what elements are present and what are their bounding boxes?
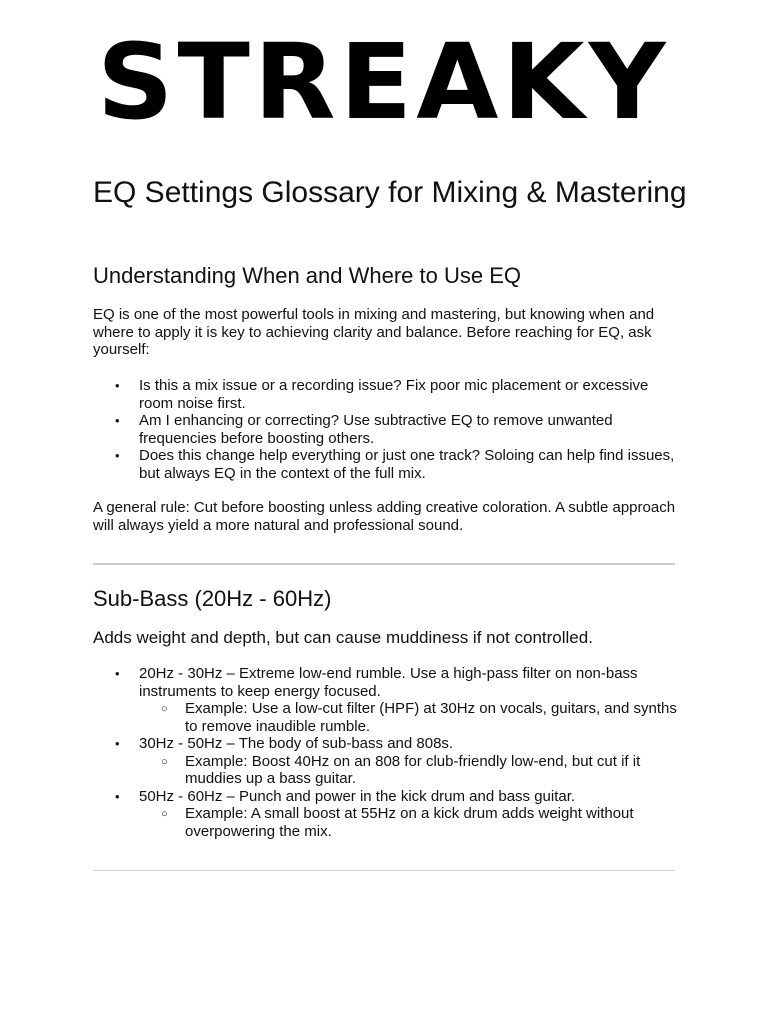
list-item <box>93 788 683 841</box>
list-item <box>93 665 683 735</box>
list-item <box>93 735 683 788</box>
list-item-text: Is this a mix issue or a recording issue? Fix poor mic placement or excessive room noise first. <box>139 377 649 412</box>
list-item <box>93 412 683 447</box>
list-item-text: Am I enhancing or correcting? Use subtractive EQ to remove unwanted frequencies before boosting others. <box>139 412 613 447</box>
circle-bullet-icon: ○ <box>161 703 168 715</box>
streaky-logo: STREAKY <box>97 21 670 143</box>
list-item <box>93 377 683 412</box>
bullet-icon: • <box>115 666 120 681</box>
general-rule-paragraph: A general rule: Cut before boosting unless adding creative coloration. A subtle approach will always yield a more natural and professional sound. <box>93 499 676 534</box>
list-item-text: 30Hz - 50Hz – The body of sub-bass and 808s. <box>139 735 454 752</box>
intro-paragraph: EQ is one of the most powerful tools in mixing and mastering, but knowing when and where to apply it is key to achieving clarity and balance. Before reaching for EQ, ask yourself: <box>93 306 655 358</box>
bullet-icon: • <box>115 788 120 804</box>
section-heading-eq-usage: Understanding When and Where to Use EQ <box>93 263 522 288</box>
frequency-list <box>93 665 683 840</box>
sub-bass-lead: Adds weight and depth, but can cause muddiness if not controlled. <box>93 628 593 647</box>
bullet-icon: • <box>115 736 120 751</box>
list-item-text: 50Hz - 60Hz – Punch and power in the kick drum and bass guitar. <box>139 787 576 805</box>
section-divider <box>93 563 675 565</box>
list-item-text: Does this change help everything or just one track? Soloing can help find issues, but always EQ in the context of the full mix. <box>139 447 675 482</box>
bullet-icon: • <box>115 413 120 428</box>
circle-bullet-icon: ○ <box>161 755 168 768</box>
example-text: Example: Boost 40Hz on an 808 for club-friendly low-end, but cut if it muddies up a bass guitar. <box>185 752 641 787</box>
question-list <box>93 377 683 482</box>
list-item <box>93 447 683 482</box>
document-title: EQ Settings Glossary for Mixing & Mastering <box>93 176 687 209</box>
sub-list-item <box>139 805 683 840</box>
circle-bullet-icon: ○ <box>161 808 168 820</box>
example-text: Example: Use a low-cut filter (HPF) at 30Hz on vocals, guitars, and synths to remove inaudible rumble. <box>185 700 677 735</box>
sub-list-item <box>139 700 683 735</box>
bullet-icon: • <box>115 378 120 393</box>
example-text: Example: A small boost at 55Hz on a kick drum adds weight without overpowering the mix. <box>185 805 634 840</box>
section-divider <box>93 870 675 871</box>
bullet-icon: • <box>115 448 120 463</box>
sub-list-item <box>139 753 683 788</box>
section-heading-sub-bass: Sub-Bass (20Hz - 60Hz) <box>93 586 332 611</box>
list-item-text: 20Hz - 30Hz – Extreme low-end rumble. Use a high-pass filter on non-bass instruments to keep energy focused. <box>139 665 638 700</box>
